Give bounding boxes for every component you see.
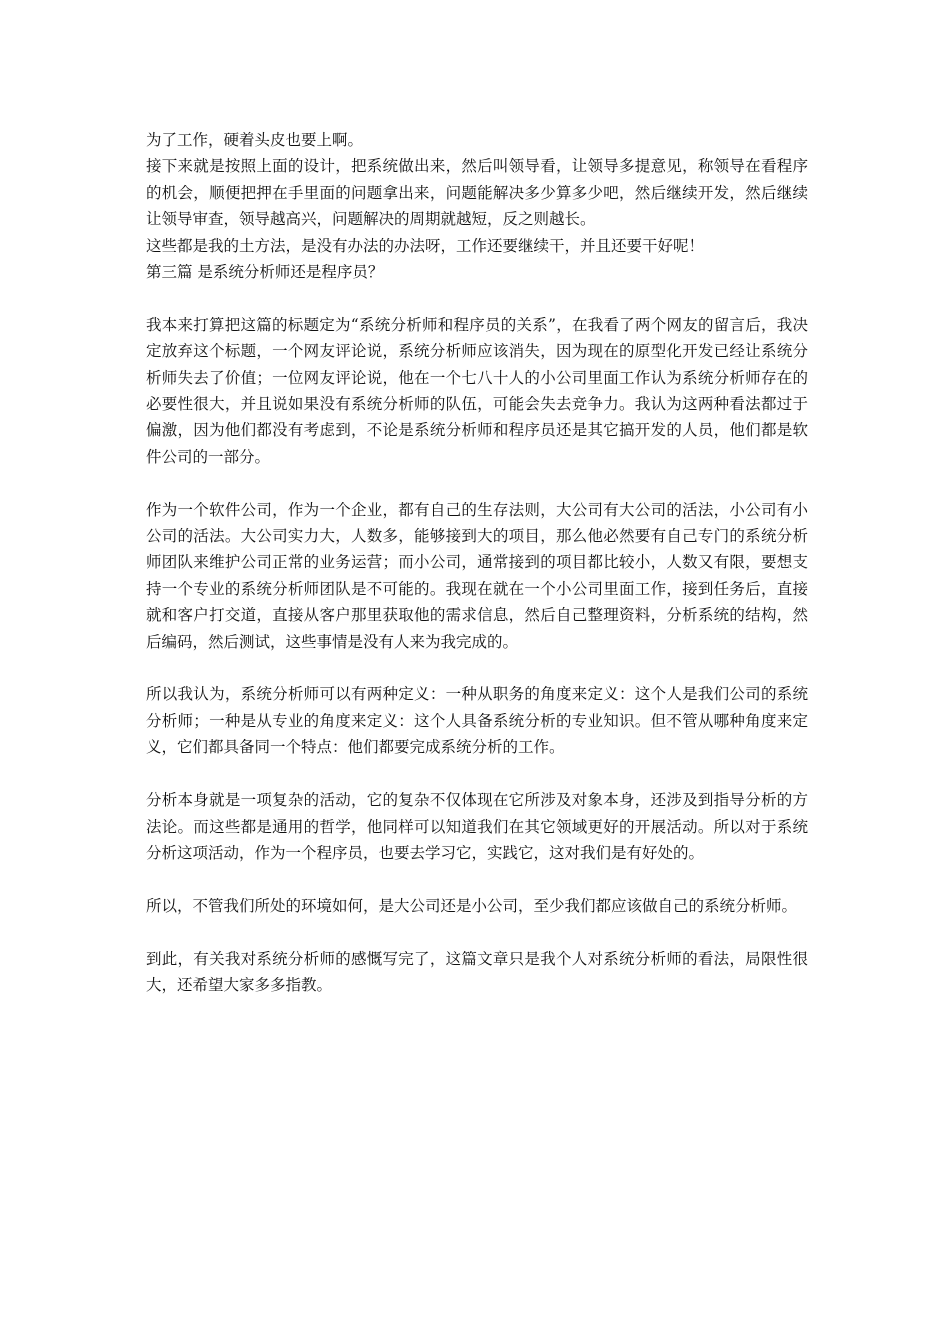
- paragraph-definitions: 所以我认为，系统分析师可以有两种定义：一种从职务的角度来定义：这个人是我们公司的系统分析师；一种是从专业的角度来定义：这个人具备系统分析的专业知识。但不管从哪种角度来定义，它们都具备同一个特点：他们都要完成系统分析的工作。: [146, 685, 808, 757]
- paragraph-gap: [146, 919, 808, 945]
- paragraph-gap: [146, 866, 808, 892]
- paragraph-analysis: 分析本身就是一项复杂的活动，它的复杂不仅体现在它所涉及对象本身，还涉及到指导分析的方法论。而这些都是通用的哲学，他同样可以知道我们在其它领域更好的开展活动。所以对于系统分析这项活动，作为一个程序员，也要去学习它，实践它，这对我们是有好处的。: [146, 791, 808, 862]
- paragraph-company-types: 作为一个软件公司，作为一个企业，都有自己的生存法则，大公司有大公司的活法，小公司有小公司的活法。大公司实力大，人数多，能够接到大的项目，那么他必然要有自己专门的系统分析师团队来维护公司正常的业务运营；而小公司，通常接到的项目都比较小，人数又有限，要想支持一个专业的系统分析师团队是不可能的。我现在就在一个小公司里面工作，接到任务后，直接就和客户打交道，直接从客户那里获取他的需求信息，然后自己整理资料，分析系统的结构，然后编码，然后测试，这些事情是没有人来为我完成的。: [146, 500, 808, 651]
- paragraph-local-methods: 这些都是我的土方法，是没有办法的办法呀，工作还要继续干，并且还要干好呢！: [146, 236, 705, 255]
- paragraph-closing: 到此，有关我对系统分析师的感慨写完了，这篇文章只是我个人对系统分析师的看法，局限性很大，还希望大家多多指教。: [146, 949, 808, 994]
- paragraph-gap: [146, 761, 808, 787]
- paragraph-gap: [146, 655, 808, 681]
- paragraph-title-decision: 我本来打算把这篇的标题定为“系统分析师和程序员的关系”，在我看了两个网友的留言后，我决定放弃这个标题，一个网友评论说，系统分析师应该消失，因为现在的原型化开发已经让系统分析师失去了价值；一位网友评论说，他在一个七八十人的小公司里面工作认为系统分析师存在的必要性很大，并且说如果没有系统分析师的队伍，可能会失去竞争力。我认为这两种看法都过于偏激，因为他们都没有考虑到，不论是系统分析师和程序员还是其它搞开发的人员，他们都是软件公司的一部分。: [146, 315, 808, 466]
- paragraph-gap: [146, 285, 808, 311]
- paragraph-work: 为了工作，硬着头皮也要上啊。: [146, 131, 364, 149]
- paragraph-conclusion: 所以，不管我们所处的环境如何，是大公司还是小公司，至少我们都应该做自己的系统分析师。: [146, 896, 798, 915]
- section-heading: 第三篇 是系统分析师还是程序员？: [146, 263, 384, 282]
- paragraph-gap: [146, 470, 808, 496]
- document-body: [146, 127, 808, 998]
- paragraph-build-system: 接下来就是按照上面的设计，把系统做出来，然后叫领导看，让领导多提意见，称领导在看程序的机会，顺便把押在手里面的问题拿出来，问题能解决多少算多少吧，然后继续开发，然后继续让领导审查，领导越高兴，问题解决的周期就越短，反之则越长。: [146, 157, 808, 229]
